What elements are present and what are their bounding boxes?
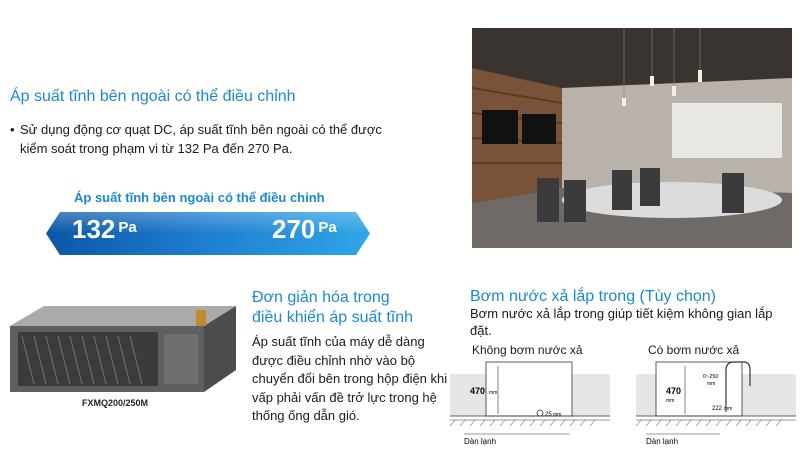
conference-room-photo — [472, 28, 792, 248]
title-line-2: điều khiển áp suất tĩnh — [252, 309, 414, 326]
range-min-unit: Pa — [118, 219, 137, 236]
left-indoor-label: Dàn lạnh — [464, 437, 497, 446]
range-label: Áp suất tĩnh bên ngoài có thể điều chỉnh — [74, 190, 325, 205]
left-dim-unit: mm — [489, 390, 498, 396]
static-pressure-control-body: Áp suất tĩnh của máy dễ dàng được điều chỉnh nhờ vào bộ chuyển đổi bên trong hộp điện khi vấp phải vấn đề trở lực trong hệ thống ống dẫn gió. — [252, 334, 448, 423]
right-dim-range: 0~250 — [703, 374, 719, 380]
drain-pump-diagram — [450, 356, 800, 461]
drain-pump-body: Bơm nước xả lắp trong giúp tiết kiệm không gian lắp đặt. — [470, 306, 773, 338]
right-dim-unit: mm — [666, 398, 675, 404]
range-min-value: 132 $^{Pa}$ — [72, 214, 137, 244]
left-dim-height: 470 — [470, 386, 486, 396]
without-pump-label: Không bơm nước xả — [472, 343, 583, 357]
right-dim-pump-unit: mm — [724, 406, 733, 412]
left-dim-low: 25 — [545, 412, 552, 418]
pressure-section-title: Áp suất tĩnh bên ngoài có thể điều chỉnh — [10, 88, 296, 105]
left-dim-low-unit: mm — [553, 412, 562, 418]
range-max-unit: Pa — [318, 219, 337, 236]
title-line-1: Đơn giản hóa trong — [252, 289, 390, 306]
right-dim-range-unit: mm — [707, 381, 716, 387]
with-pump-label: Có bơm nước xả — [648, 343, 740, 357]
indoor-unit-image — [4, 300, 244, 396]
drain-pump-title: Bơm nước xả lắp trong (Tùy chọn) — [470, 288, 717, 305]
bullet-mark: • — [10, 122, 15, 137]
unit-model-label: FXMQ200/250M — [82, 398, 149, 408]
right-dim-pump: 222 — [712, 406, 723, 412]
range-max-value: 270 $^{Pa}$ — [272, 214, 337, 244]
pressure-bullet — [10, 120, 390, 158]
static-pressure-control-title — [252, 288, 413, 328]
right-indoor-label: Dàn lạnh — [646, 437, 679, 446]
right-dim-height: 470 — [666, 386, 682, 396]
pressure-bullet-text: Sử dụng động cơ quạt DC, áp suất tĩnh bên ngoài có thể được kiểm soát trong phạm vi từ 132 Pa đến 270 Pa. — [20, 122, 382, 156]
